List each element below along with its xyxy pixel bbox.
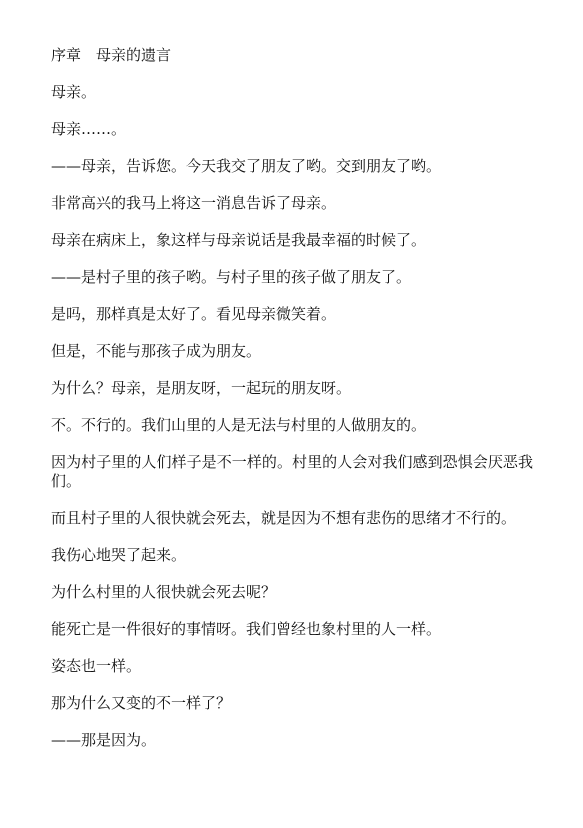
paragraph: 母亲……。 <box>51 120 127 138</box>
paragraph: 非常高兴的我马上将这一消息告诉了母亲。 <box>51 194 337 212</box>
paragraph: 我伤心地哭了起来。 <box>51 546 187 564</box>
paragraph: 但是，不能与那孩子成为朋友。 <box>51 342 262 360</box>
chapter-title: 序章 母亲的遗言 <box>51 46 172 64</box>
paragraph: 母亲在病床上，象这样与母亲说话是我最幸福的时候了。 <box>51 231 427 249</box>
paragraph: 能死亡是一件很好的事情呀。我们曾经也象村里的人一样。 <box>51 620 442 638</box>
paragraph: 因为村子里的人们样子是不一样的。村里的人会对我们感到恐惧会厌恶我们。 <box>51 453 533 490</box>
paragraph: ——是村子里的孩子哟。与村子里的孩子做了朋友了。 <box>51 268 412 286</box>
paragraph: ——那是因为。 <box>51 731 157 749</box>
paragraph: 姿态也一样。 <box>51 657 142 675</box>
paragraph: 为什么村里的人很快就会死去呢？ <box>51 583 277 601</box>
paragraph: 是吗，那样真是太好了。看见母亲微笑着。 <box>51 305 337 323</box>
paragraph: 而且村子里的人很快就会死去，就是因为不想有悲伤的思绪才不行的。 <box>51 509 517 527</box>
paragraph: 那为什么又变的不一样了？ <box>51 694 232 712</box>
paragraph: ——母亲，告诉您。今天我交了朋友了哟。交到朋友了哟。 <box>51 157 442 175</box>
paragraph: 不。不行的。我们山里的人是无法与村里的人做朋友的。 <box>51 416 427 434</box>
paragraph: 为什么？母亲，是朋友呀，一起玩的朋友呀。 <box>51 379 352 397</box>
paragraph: 母亲。 <box>51 83 97 101</box>
